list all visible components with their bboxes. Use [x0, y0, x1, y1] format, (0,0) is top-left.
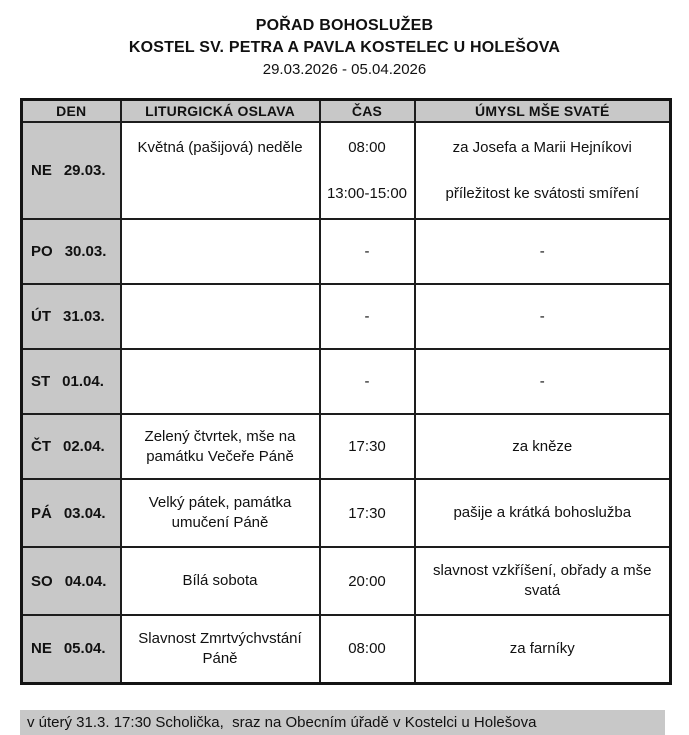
intention-cell: za kněze	[415, 414, 671, 479]
time-cell: 08:00	[320, 615, 415, 683]
page-title: POŘAD BOHOSLUŽEB	[255, 17, 434, 34]
celebration-cell	[121, 122, 320, 219]
celebration-cell: Slavnost Zmrtvýchvstání Páně	[121, 615, 320, 683]
time-cell: -	[320, 219, 415, 284]
celebration-cell: Zelený čtvrtek, mše na památku Večeře Páně	[121, 414, 320, 479]
celebration-cell: Bílá sobota	[121, 547, 320, 615]
day-abbr: SO	[31, 572, 53, 590]
day-cell	[22, 284, 121, 349]
time-text: 08:00	[348, 138, 386, 156]
day-abbr: ČT	[31, 438, 51, 455]
time-cell: 17:30	[320, 414, 415, 479]
time-cell: -	[320, 284, 415, 349]
day-date: 04.04.	[64, 572, 107, 590]
column-header-intention: ÚMYSL MŠE SVATÉ	[415, 100, 671, 123]
day-abbr: NE	[31, 640, 52, 658]
column-header-time: ČAS	[320, 100, 415, 123]
day-cell	[22, 122, 121, 219]
column-header-day: DEN	[22, 100, 121, 123]
day-cell	[22, 479, 121, 547]
intention-cell: -	[415, 219, 671, 284]
day-date: 29.03.	[63, 162, 106, 179]
intention-cell: -	[415, 349, 671, 414]
day-cell	[22, 349, 121, 414]
day-cell	[22, 615, 121, 683]
day-date: 03.04.	[63, 504, 106, 522]
time-cell	[320, 122, 415, 219]
table-row	[22, 219, 671, 284]
celebration-cell: Velký pátek, památka umučení Páně	[121, 479, 320, 547]
table-row	[22, 479, 671, 547]
table-row	[22, 615, 671, 683]
table-row	[22, 122, 671, 219]
time-cell: 20:00	[320, 547, 415, 615]
table-row	[22, 414, 671, 479]
celebration-text: Květná (pašijová) neděle	[137, 138, 303, 156]
document-header	[0, 15, 689, 81]
day-cell	[22, 547, 121, 615]
table-row	[22, 349, 671, 414]
time-cell: -	[320, 349, 415, 414]
celebration-cell	[121, 284, 320, 349]
footer-note: v úterý 31.3. 17:30 Scholička, sraz na Obecním úřadě v Kostelci u Holešova	[20, 710, 665, 735]
intention-cell: za farníky	[415, 615, 671, 683]
intention-text: příležitost ke svátosti smíření	[445, 184, 639, 202]
intention-cell: pašije a krátká bohoslužba	[415, 479, 671, 547]
table-row	[22, 284, 671, 349]
date-range: 29.03.2026 - 05.04.2026	[262, 61, 427, 78]
time-cell: 17:30	[320, 479, 415, 547]
celebration-cell	[121, 349, 320, 414]
table-header-row	[22, 100, 671, 123]
day-abbr: NE	[31, 162, 52, 179]
day-abbr: PÁ	[31, 504, 52, 522]
day-cell	[22, 414, 121, 479]
church-name: KOSTEL SV. PETRA A PAVLA KOSTELEC U HOLEŠOVA	[128, 39, 561, 56]
day-abbr: PO	[31, 243, 53, 260]
intention-cell	[415, 122, 671, 219]
schedule-table	[20, 98, 672, 685]
day-date: 01.04.	[62, 373, 104, 390]
day-date: 30.03.	[64, 243, 107, 260]
day-abbr: ST	[31, 373, 51, 390]
intention-cell: -	[415, 284, 671, 349]
column-header-celebration: LITURGICKÁ OSLAVA	[121, 100, 320, 123]
intention-text: za Josefa a Marii Hejníkovi	[452, 138, 632, 156]
day-abbr: ÚT	[31, 308, 51, 325]
day-date: 31.03.	[63, 308, 105, 325]
table-row	[22, 547, 671, 615]
day-cell	[22, 219, 121, 284]
day-date: 05.04.	[63, 640, 106, 658]
day-date: 02.04.	[63, 438, 105, 455]
intention-cell: slavnost vzkříšení, obřady a mše svatá	[415, 547, 671, 615]
time-text: 13:00-15:00	[326, 184, 408, 202]
celebration-cell	[121, 219, 320, 284]
